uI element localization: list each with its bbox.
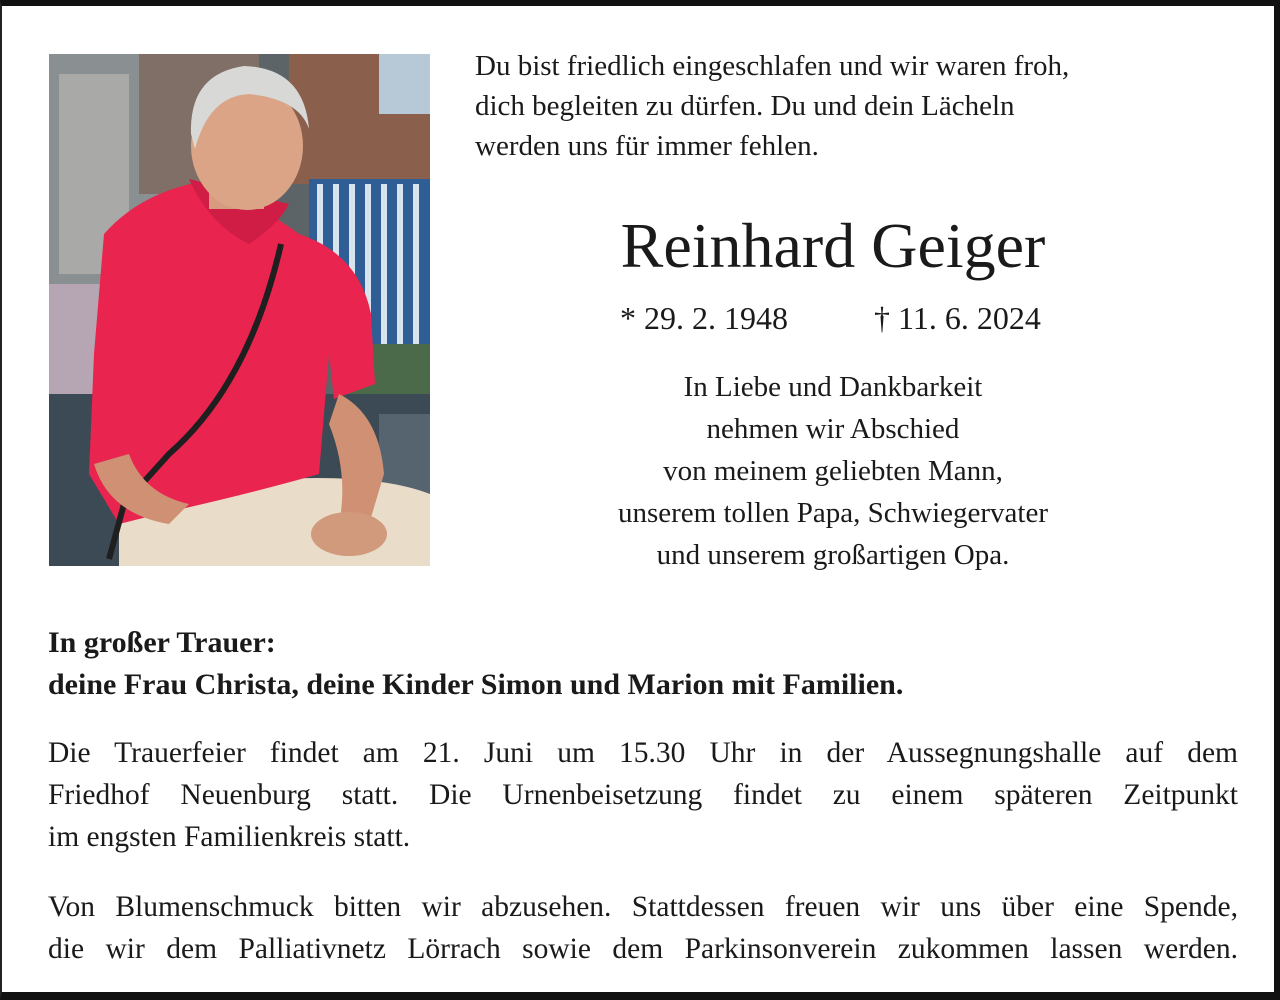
motto-text — [475, 46, 1215, 166]
mourners-names: deine Frau Christa, deine Kinder Simon und Marion mit Familien. — [48, 668, 904, 701]
donation-line: die wir dem Palliativnetz Lörrach sowie dem Parkinsonverein zukommen lassen werden. — [48, 933, 1238, 965]
motto-line: dich begleiten zu dürfen. Du und dein Lächeln — [475, 90, 1015, 122]
funeral-line: Die Trauerfeier findet am 21. Juni um 15.30 Uhr in der Aussegnungshalle auf dem — [48, 737, 1238, 769]
farewell-line: In Liebe und Dankbarkeit — [683, 371, 983, 403]
mourners-heading: In großer Trauer: — [48, 626, 276, 659]
farewell-line: nehmen wir Abschied — [706, 413, 960, 445]
donation-paragraph — [48, 886, 1238, 970]
death-date: † 11. 6. 2024 — [874, 300, 1041, 336]
farewell-text — [475, 366, 1191, 576]
farewell-line: und unserem großartigen Opa. — [656, 539, 1010, 571]
birth-date: * 29. 2. 1948 — [620, 300, 788, 336]
deceased-name: Reinhard Geiger — [620, 210, 1046, 281]
donation-line: Von Blumenschmuck bitten wir abzusehen. Stattdessen freuen wir uns über eine Spende, — [48, 891, 1238, 923]
funeral-line: Friedhof Neuenburg statt. Die Urnenbeisetzung findet zu einem späteren Zeitpunkt — [48, 779, 1238, 811]
farewell-line: unserem tollen Papa, Schwiegervater — [617, 497, 1048, 529]
funeral-line: im engsten Familienkreis statt. — [48, 821, 411, 853]
mourners-block — [48, 622, 1238, 706]
motto-line: werden uns für immer fehlen. — [475, 130, 819, 162]
portrait-photo — [49, 54, 430, 566]
funeral-paragraph — [48, 732, 1238, 858]
motto-line: Du bist friedlich eingeschlafen und wir waren froh, — [475, 50, 1070, 82]
farewell-line: von meinem geliebten Mann, — [663, 455, 1003, 487]
